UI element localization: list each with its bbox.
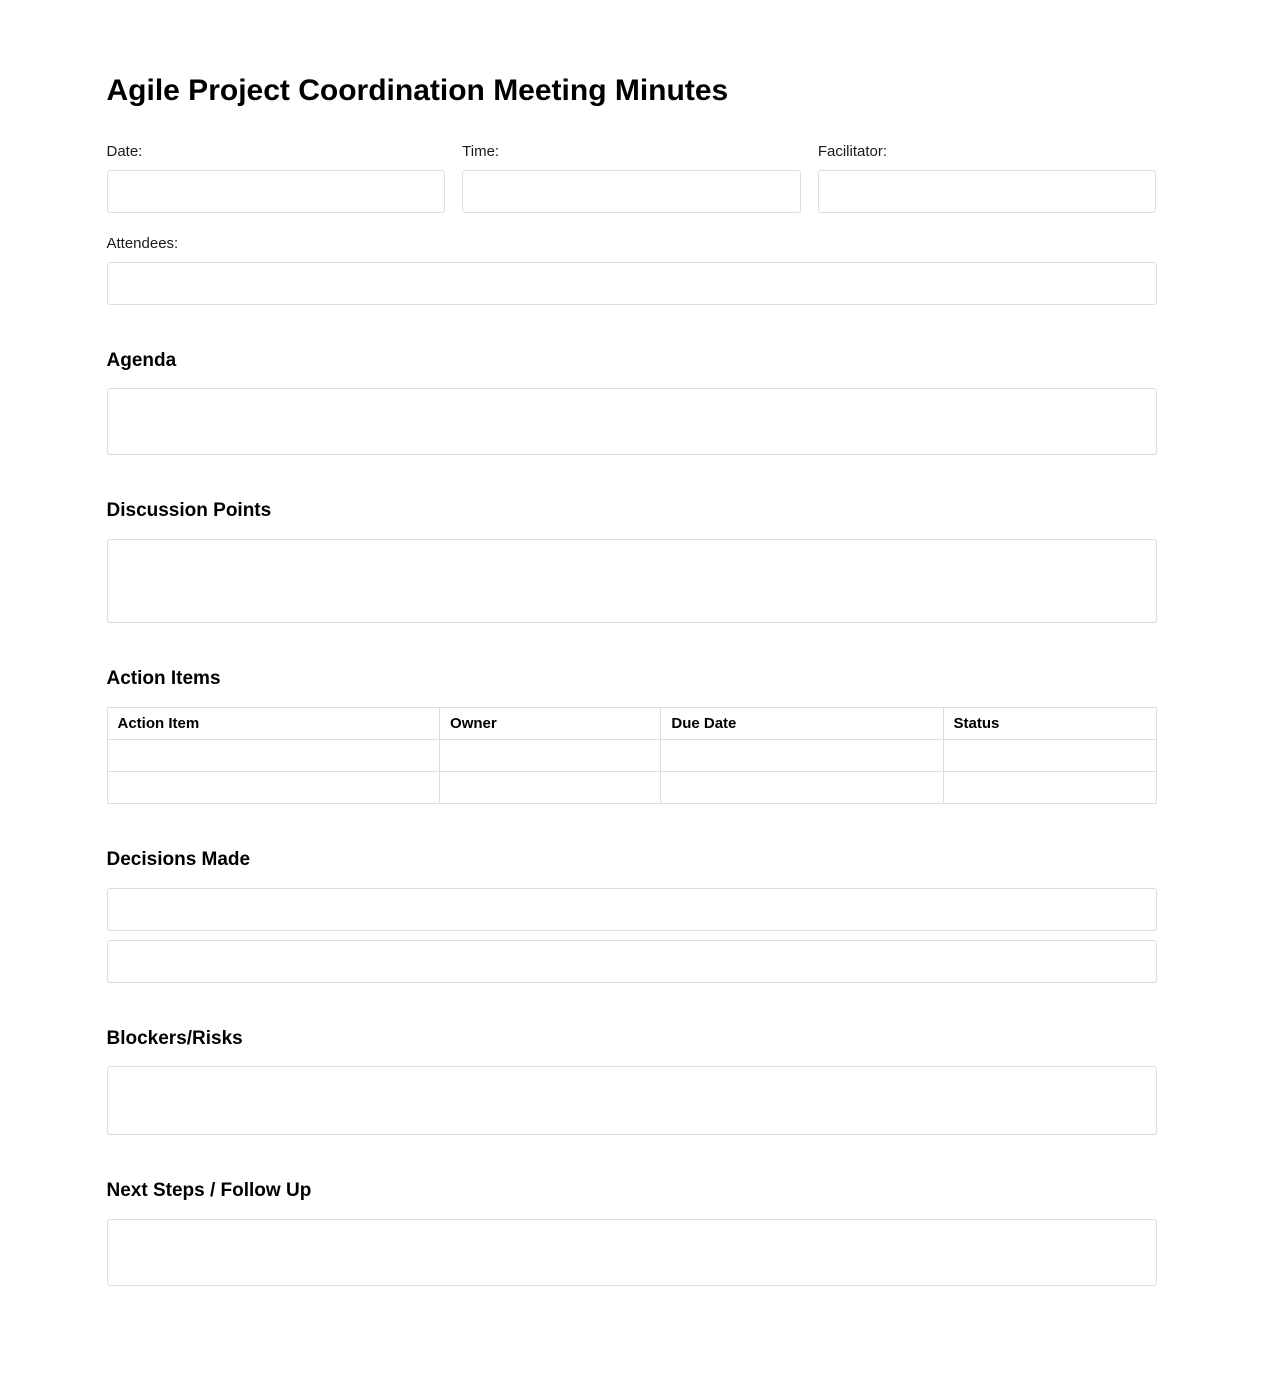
column-header-due-date: Due Date bbox=[661, 707, 943, 739]
decisions-inputs bbox=[107, 888, 1157, 983]
blockers-risks-section bbox=[107, 1028, 1157, 1136]
action-items-heading: Action Items bbox=[106, 668, 221, 690]
attendees-input[interactable] bbox=[107, 262, 1157, 305]
due-date-cell[interactable] bbox=[661, 771, 943, 803]
discussion-points-heading: Discussion Points bbox=[106, 500, 272, 522]
attendees-label: Attendees: bbox=[106, 234, 179, 252]
table-row bbox=[107, 771, 1156, 803]
decisions-made-section bbox=[107, 849, 1157, 983]
decision-input-2[interactable] bbox=[107, 940, 1157, 983]
column-header-owner: Owner bbox=[440, 707, 661, 739]
due-date-cell[interactable] bbox=[661, 739, 943, 771]
column-header-status: Status bbox=[943, 707, 1156, 739]
agenda-section bbox=[107, 350, 1157, 456]
status-cell[interactable] bbox=[943, 739, 1156, 771]
action-item-cell[interactable] bbox=[107, 771, 440, 803]
facilitator-input[interactable] bbox=[818, 170, 1157, 213]
owner-cell[interactable] bbox=[440, 771, 661, 803]
owner-cell[interactable] bbox=[440, 739, 661, 771]
date-input[interactable] bbox=[107, 170, 446, 213]
next-steps-textarea[interactable] bbox=[107, 1219, 1157, 1286]
table-row bbox=[107, 739, 1156, 771]
decision-input-1[interactable] bbox=[107, 888, 1157, 931]
time-input[interactable] bbox=[462, 170, 801, 213]
date-field-group bbox=[107, 143, 446, 213]
page-title: Agile Project Coordination Meeting Minutes bbox=[106, 74, 729, 107]
action-item-cell[interactable] bbox=[107, 739, 440, 771]
facilitator-field-group bbox=[818, 143, 1157, 213]
time-label: Time: bbox=[462, 142, 500, 160]
table-header-row bbox=[107, 707, 1156, 739]
action-items-section bbox=[107, 668, 1157, 804]
decisions-made-heading: Decisions Made bbox=[106, 848, 251, 870]
date-label: Date: bbox=[106, 142, 143, 160]
blockers-risks-heading: Blockers/Risks bbox=[106, 1027, 243, 1049]
discussion-points-section bbox=[107, 500, 1157, 623]
status-cell[interactable] bbox=[943, 771, 1156, 803]
column-header-action-item: Action Item bbox=[107, 707, 440, 739]
agenda-heading: Agenda bbox=[106, 349, 177, 371]
meta-fields-row bbox=[107, 143, 1157, 213]
discussion-points-textarea[interactable] bbox=[107, 539, 1157, 623]
blockers-risks-textarea[interactable] bbox=[107, 1066, 1157, 1135]
next-steps-heading: Next Steps / Follow Up bbox=[106, 1180, 312, 1202]
next-steps-section bbox=[107, 1180, 1157, 1286]
time-field-group bbox=[462, 143, 801, 213]
action-items-table bbox=[107, 707, 1157, 804]
agenda-textarea[interactable] bbox=[107, 388, 1157, 455]
attendees-field-group bbox=[107, 235, 1157, 305]
facilitator-label: Facilitator: bbox=[817, 142, 888, 160]
meeting-minutes-form bbox=[107, 0, 1157, 1398]
